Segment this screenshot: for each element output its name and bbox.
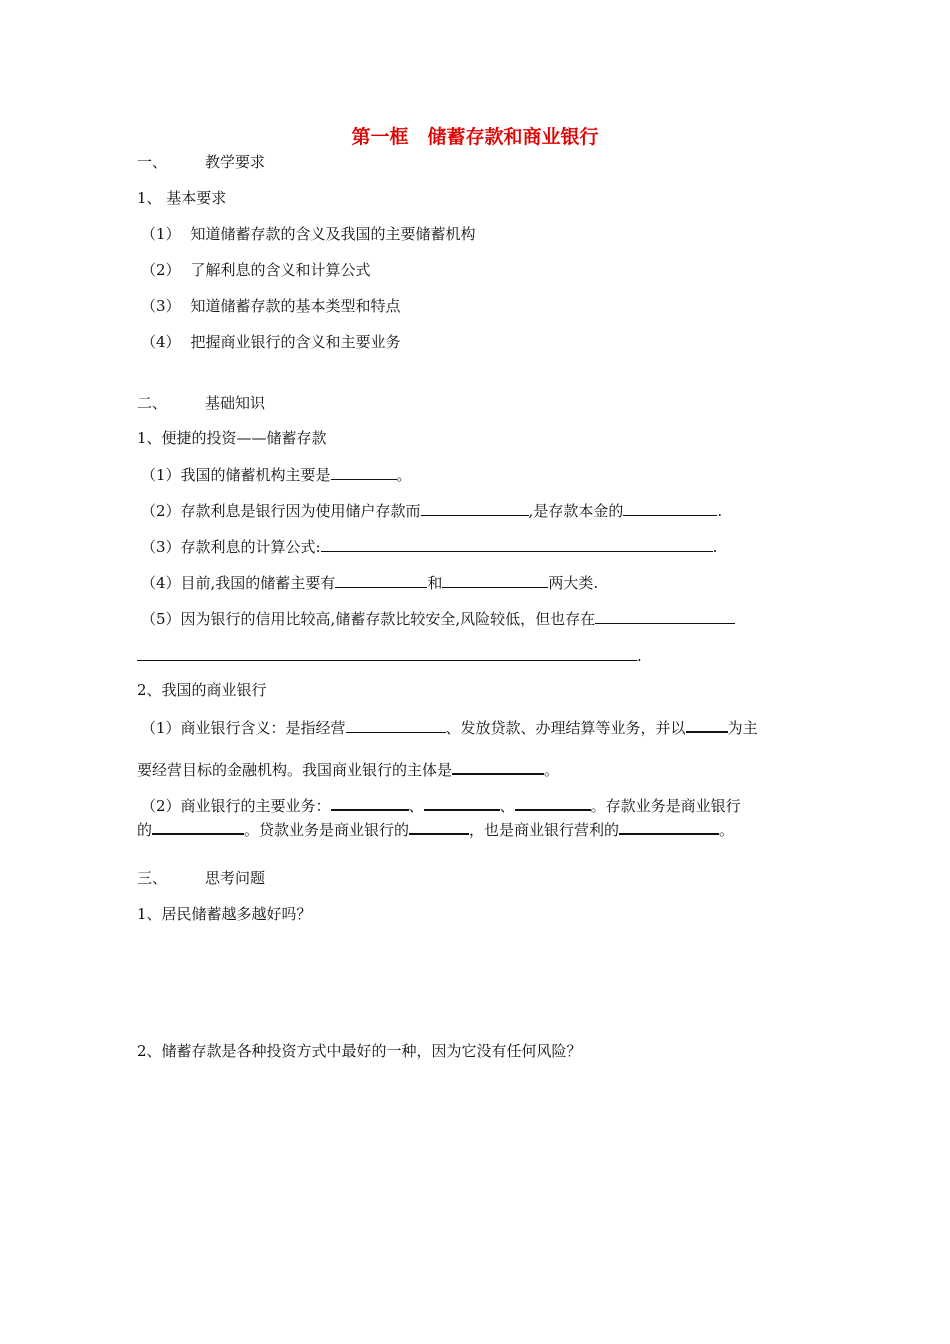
question-text: ，也是商业银行营利的 bbox=[469, 821, 620, 839]
question-text: （1）我国的储蓄机构主要是 bbox=[141, 466, 331, 484]
section-3-number: 三、 bbox=[137, 869, 168, 887]
requirement-item bbox=[141, 224, 476, 244]
requirement-number: （2） bbox=[141, 261, 181, 279]
answer-blank[interactable] bbox=[623, 500, 717, 516]
answer-blank[interactable] bbox=[424, 794, 500, 811]
question-text: 、发放贷款、办理结算等业务，并以 bbox=[445, 719, 686, 737]
requirement-number: （1） bbox=[141, 225, 181, 243]
question-text: 和 bbox=[427, 574, 443, 592]
answer-blank[interactable] bbox=[152, 818, 244, 835]
question-text: . bbox=[712, 538, 718, 556]
question-text: （2）商业银行的主要业务： bbox=[141, 797, 331, 815]
question-text: . bbox=[637, 647, 642, 665]
answer-blank[interactable] bbox=[409, 818, 469, 835]
answer-blank[interactable] bbox=[686, 716, 728, 733]
question-text: ,是存款本金的 bbox=[528, 502, 624, 520]
question-2-2 bbox=[141, 794, 741, 816]
section-2-heading bbox=[137, 393, 265, 413]
requirement-item bbox=[141, 260, 371, 280]
question-text: （2）存款利息是银行因为使用储户存款而 bbox=[141, 502, 421, 520]
question-1-5 bbox=[141, 608, 735, 629]
answer-blank[interactable] bbox=[331, 794, 409, 811]
question-text: . bbox=[717, 502, 723, 520]
part-2-title: 2、我国的商业银行 bbox=[137, 681, 267, 699]
question-text: 。 bbox=[396, 466, 412, 484]
question-2-1 bbox=[141, 716, 758, 738]
question-text: （1）商业银行含义：是指经营 bbox=[141, 719, 346, 737]
question-1-5-continued bbox=[137, 645, 642, 666]
answer-blank[interactable] bbox=[137, 645, 637, 661]
answer-blank[interactable] bbox=[421, 500, 529, 516]
requirement-text: 把握商业银行的含义和主要业务 bbox=[190, 333, 401, 351]
answer-blank[interactable] bbox=[442, 572, 548, 588]
question-text: 、 bbox=[408, 797, 424, 815]
question-text: 要经营目标的金融机构。我国商业银行的主体是 bbox=[137, 761, 453, 779]
requirement-item bbox=[141, 332, 401, 352]
question-text: 、 bbox=[499, 797, 515, 815]
requirement-text: 知道储蓄存款的含义及我国的主要储蓄机构 bbox=[190, 225, 476, 243]
section-3-title: 思考问题 bbox=[205, 869, 266, 887]
section-2-number: 二、 bbox=[137, 394, 168, 412]
section-1-title: 教学要求 bbox=[205, 153, 266, 171]
answer-blank[interactable] bbox=[321, 536, 713, 552]
question-text: 为主 bbox=[727, 719, 758, 737]
part-1-title: 1、便捷的投资——储蓄存款 bbox=[137, 429, 327, 447]
think-question-1: 1、居民储蓄越多越好吗？ bbox=[137, 905, 312, 923]
question-text: （5）因为银行的信用比较高,储蓄存款比较安全,风险较低，但也存在 bbox=[141, 610, 596, 628]
answer-blank[interactable] bbox=[619, 818, 719, 835]
section-3-heading bbox=[137, 868, 265, 888]
page-title: 第一框 储蓄存款和商业银行 bbox=[351, 126, 599, 148]
question-text: 。贷款业务是商业银行的 bbox=[244, 821, 410, 839]
answer-blank[interactable] bbox=[452, 758, 544, 775]
section-1-number: 一、 bbox=[137, 153, 168, 171]
think-question-2: 2、储蓄存款是各种投资方式中最好的一种，因为它没有任何风险？ bbox=[137, 1042, 582, 1060]
question-text: （4）目前,我国的储蓄主要有 bbox=[141, 574, 336, 592]
requirement-item bbox=[141, 296, 401, 316]
question-text: 两大类. bbox=[548, 574, 599, 592]
question-1-2 bbox=[141, 500, 722, 521]
question-2-2-continued bbox=[137, 818, 734, 840]
question-1-4 bbox=[141, 572, 598, 593]
question-1-3 bbox=[141, 536, 717, 557]
question-text: 。存款业务是商业银行 bbox=[590, 797, 741, 815]
section-1-heading bbox=[137, 152, 265, 172]
section-1-subheading: 1、 基本要求 bbox=[137, 189, 227, 207]
answer-blank[interactable] bbox=[331, 464, 397, 480]
answer-blank[interactable] bbox=[515, 794, 591, 811]
answer-blank[interactable] bbox=[346, 717, 446, 733]
question-text: 。 bbox=[719, 821, 735, 839]
question-2-1-continued bbox=[137, 758, 559, 780]
question-text: （3）存款利息的计算公式: bbox=[141, 538, 321, 556]
requirement-number: （3） bbox=[141, 297, 181, 315]
requirement-text: 了解利息的含义和计算公式 bbox=[190, 261, 371, 279]
requirement-number: （4） bbox=[141, 333, 181, 351]
requirement-text: 知道储蓄存款的基本类型和特点 bbox=[190, 297, 401, 315]
question-text: 的 bbox=[137, 821, 153, 839]
question-text: 。 bbox=[544, 761, 560, 779]
answer-blank[interactable] bbox=[595, 608, 735, 624]
question-1-1 bbox=[141, 464, 412, 485]
answer-blank[interactable] bbox=[335, 572, 427, 588]
section-2-title: 基础知识 bbox=[205, 394, 266, 412]
